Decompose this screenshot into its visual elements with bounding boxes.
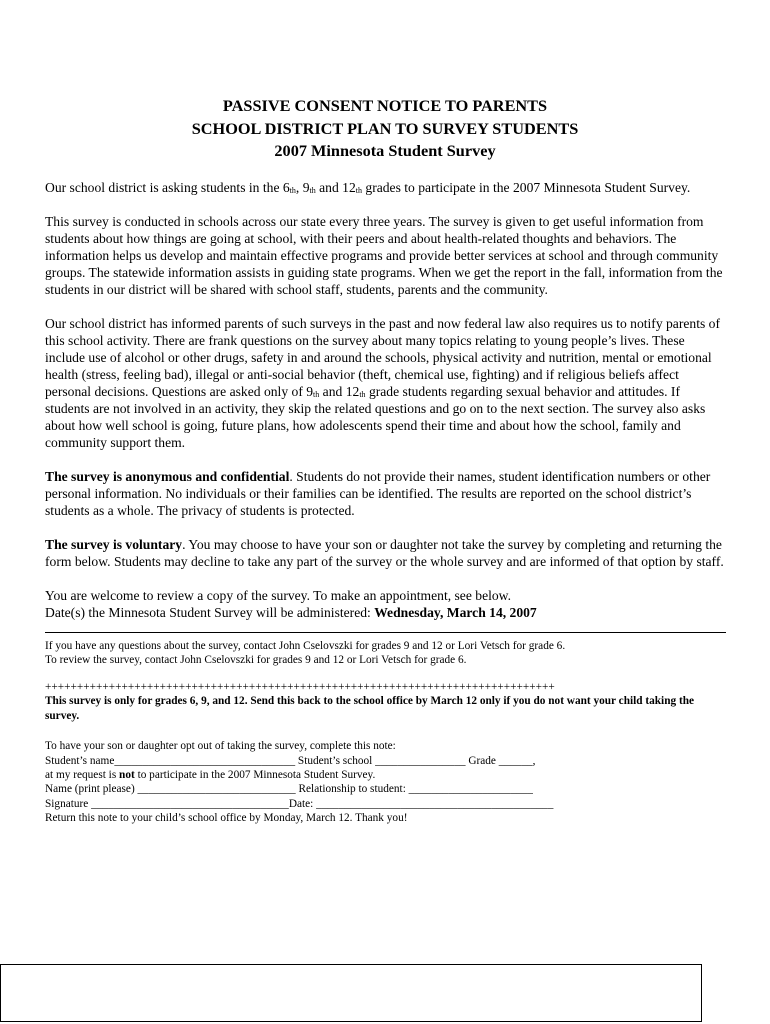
request-text-2: to participate in the 2007 Minnesota Student Survey. xyxy=(134,768,376,781)
intro-text-2: , 9 xyxy=(295,179,310,195)
informed-text-3: grade students regarding sexual behavior and attitudes. If students are not involved in an activity, they skip the related questions and go on to the next section. The survey also asks about how well school is going, future plans, how adolescents spend their time and about how the school, family and community support them. xyxy=(45,383,706,450)
document-page xyxy=(45,95,725,826)
intro-sub-3: th xyxy=(355,185,362,195)
title-line-3: 2007 Minnesota Student Survey xyxy=(274,141,496,160)
intro-text-1: Our school district is asking students in the 6 xyxy=(45,179,290,195)
review-line: You are welcome to review a copy of the survey. To make an appointment, see below. xyxy=(45,587,512,603)
informed-text-2: and 12 xyxy=(319,383,360,399)
request-not: not xyxy=(119,768,135,781)
anonymous-heading: The survey is anonymous and confidential xyxy=(45,468,290,484)
form-signature-line[interactable]: Signature ___________________________________Date: __________________________________________ xyxy=(45,797,554,810)
title-line-1: PASSIVE CONSENT NOTICE TO PARENTS xyxy=(222,96,548,115)
contact-line-2: To review the survey, contact John Cselovszki for grades 9 and 12 or Lori Vetsch for grade 6. xyxy=(45,653,467,666)
anonymous-text: . Students do not provide their names, student identification numbers or other personal information. No individuals or their families can be identified. The results are reported on the school district’s students as a whole. The privacy of students is protected. xyxy=(45,468,711,518)
intro-text-3: and 12 xyxy=(315,179,356,195)
form-student-line[interactable]: Student’s name________________________________ Student’s school ________________ Grade ______, xyxy=(45,754,536,767)
form-name-line[interactable]: Name (print please) ____________________________ Relationship to student: ______________________ xyxy=(45,783,533,796)
voluntary-text: . You may choose to have your son or daughter not take the survey by completing and returning the form below. Students may decline to take any part of the survey or the whole survey and are informed of that option by staff. xyxy=(45,536,724,569)
anonymous-paragraph xyxy=(45,468,725,519)
informed-paragraph xyxy=(45,315,725,451)
informed-text-1: Our school district has informed parents of such surveys in the past and now federal law also requires us to notify parents of this school activity. There are frank questions on the survey about many topics relating to young people’s lives. These include use of alcohol or other drugs, safety in and around the schools, physical activity and nutrition, mental or emotional health (stress, feeling bad), illegal or anti-social behavior (theft, chemical use, fighting) and if religious beliefs affect personal decisions. Questions are asked only of 9 xyxy=(45,315,720,399)
grades-notice: This survey is only for grades 6, 9, and 12. Send this back to the school office by March 12 only if you do not want your child taking the survey. xyxy=(45,695,695,722)
voluntary-paragraph xyxy=(45,536,725,570)
title-line-2: SCHOOL DISTRICT PLAN TO SURVEY STUDENTS xyxy=(191,118,579,138)
intro-sub-2: th xyxy=(309,185,316,195)
plus-divider: ++++++++++++++++++++++++++++++++++++++++++++++++++++++++++++++++++++++++++++++++ xyxy=(45,681,555,694)
form-return-line: Return this note to your child’s school office by Monday, March 12. Thank you! xyxy=(45,812,408,825)
form-intro: To have your son or daughter opt out of taking the survey, complete this note: xyxy=(45,740,396,753)
intro-paragraph xyxy=(45,179,725,196)
contact-line-1: If you have any questions about the survey, contact John Cselovszki for grades 9 and 12 or Lori Vetsch for grade 6. xyxy=(45,639,566,652)
form-request-line xyxy=(45,768,725,782)
date-line xyxy=(45,604,725,621)
informed-sub-1: th xyxy=(313,389,320,399)
informed-sub-2: th xyxy=(359,389,366,399)
footer-box xyxy=(0,964,702,1022)
conducted-paragraph: This survey is conducted in schools across our state every three years. The survey is given to get useful information from students about how things are going at school, with their peers and about health-related thoughts and behaviors. The information helps us develop and maintain effective programs and provide better services at school and through community groups. The statewide information assists in guiding state programs. When we get the report in the fall, information from the students in our district will be shared with school staff, students, parents and the community. xyxy=(45,213,723,297)
request-text-1: at my request is xyxy=(45,768,120,781)
intro-text-4: grades to participate in the 2007 Minnesota Student Survey. xyxy=(362,179,691,195)
voluntary-heading: The survey is voluntary xyxy=(45,536,183,552)
date-label: Date(s) the Minnesota Student Survey will be administered: xyxy=(45,604,375,620)
date-value: Wednesday, March 14, 2007 xyxy=(374,604,537,620)
intro-sub-1: th xyxy=(289,185,296,195)
